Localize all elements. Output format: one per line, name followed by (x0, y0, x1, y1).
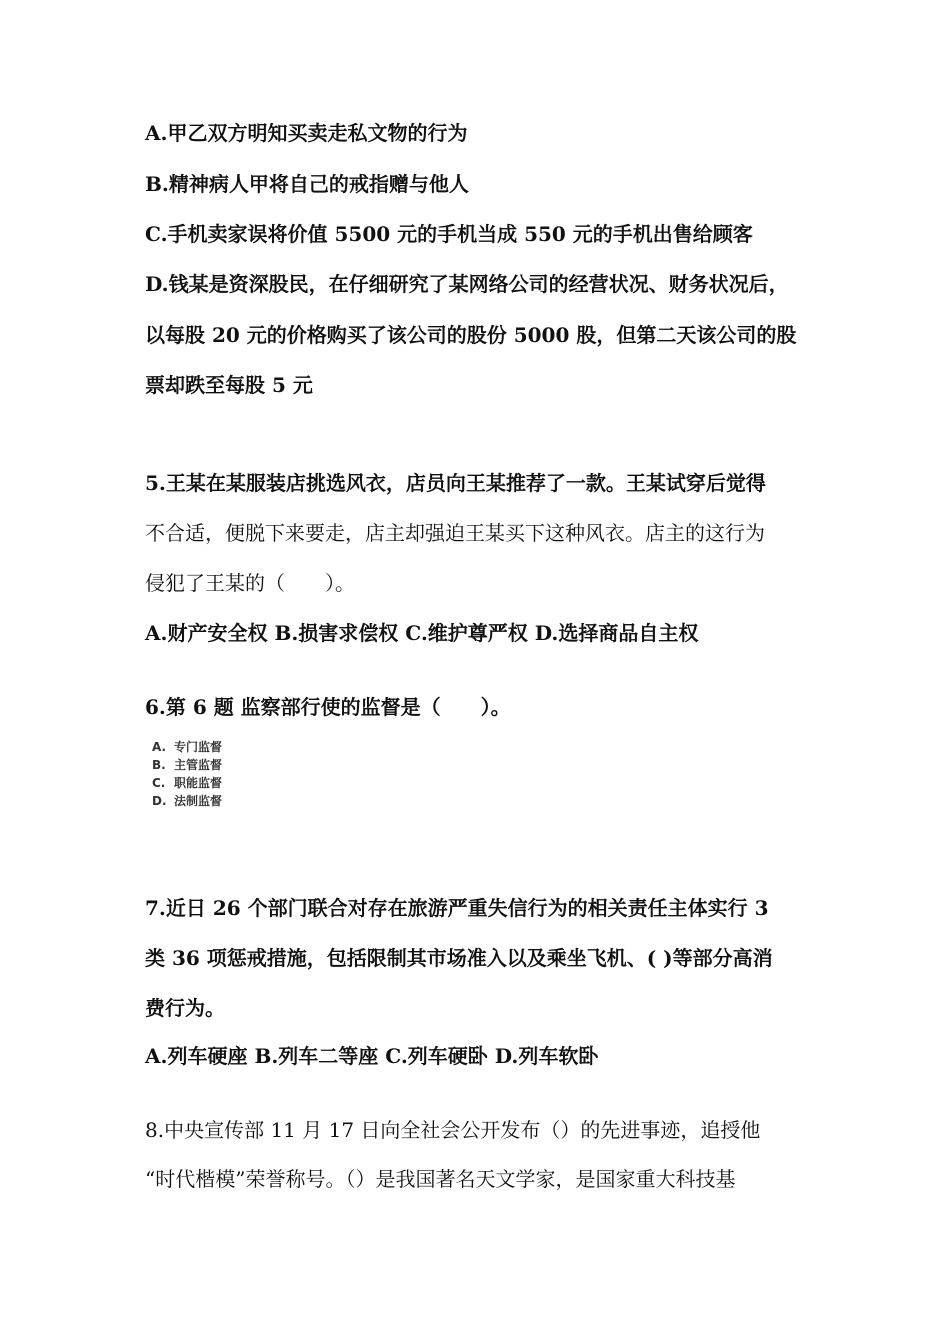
q6-option-b: B. 主管监督 (152, 758, 223, 772)
q5-stem-line1: 5.王某在某服装店挑选风衣，店员向王某推荐了一款。王某试穿后觉得 (145, 471, 766, 495)
q6-option-d: D. 法制监督 (152, 794, 223, 808)
q7-stem-line3: 费行为。 (145, 996, 225, 1020)
q5-stem-line3: 侵犯了王某的（ ）。 (145, 571, 355, 595)
q8-stem-line1: 8.中央宣传部 11 月 17 日向全社会公开发布（）的先进事迹，追授他 (145, 1118, 761, 1142)
q6-stem: 6.第 6 题 监察部行使的监督是（ ）。 (145, 695, 511, 719)
q8-stem-line2: “时代楷模”荣誉称号。（）是我国著名天文学家，是国家重大科技基 (145, 1167, 736, 1191)
q7-stem-line1: 7.近日 26 个部门联合对存在旅游严重失信行为的相关责任主体实行 3 (145, 896, 769, 920)
q4-option-d-line3: 票却跌至每股 5 元 (145, 373, 313, 397)
q4-option-b: B.精神病人甲将自己的戒指赠与他人 (145, 172, 469, 196)
q4-option-c: C.手机卖家误将价值 5500 元的手机当成 550 元的手机出售给顾客 (145, 222, 753, 246)
q5-stem-line2: 不合适，便脱下来要走，店主却强迫王某买下这种风衣。店主的这行为 (145, 521, 765, 545)
q4-option-d-line2: 以每股 20 元的价格购买了该公司的股份 5000 股，但第二天该公司的股 (145, 323, 797, 347)
q6-option-c: C. 职能监督 (152, 776, 223, 790)
q4-option-d-line1: D.钱某是资深股民，在仔细研究了某网络公司的经营状况、财务状况后， (145, 272, 789, 296)
q6-option-a: A. 专门监督 (152, 740, 223, 754)
q7-options: A.列车硬座 B.列车二等座 C.列车硬卧 D.列车软卧 (145, 1044, 599, 1068)
q7-stem-line2: 类 36 项惩戒措施，包括限制其市场准入以及乘坐飞机、( )等部分高消 (145, 946, 773, 970)
q4-option-a: A.甲乙双方明知买卖走私文物的行为 (145, 121, 468, 145)
q5-options: A.财产安全权 B.损害求偿权 C.维护尊严权 D.选择商品自主权 (145, 621, 699, 645)
